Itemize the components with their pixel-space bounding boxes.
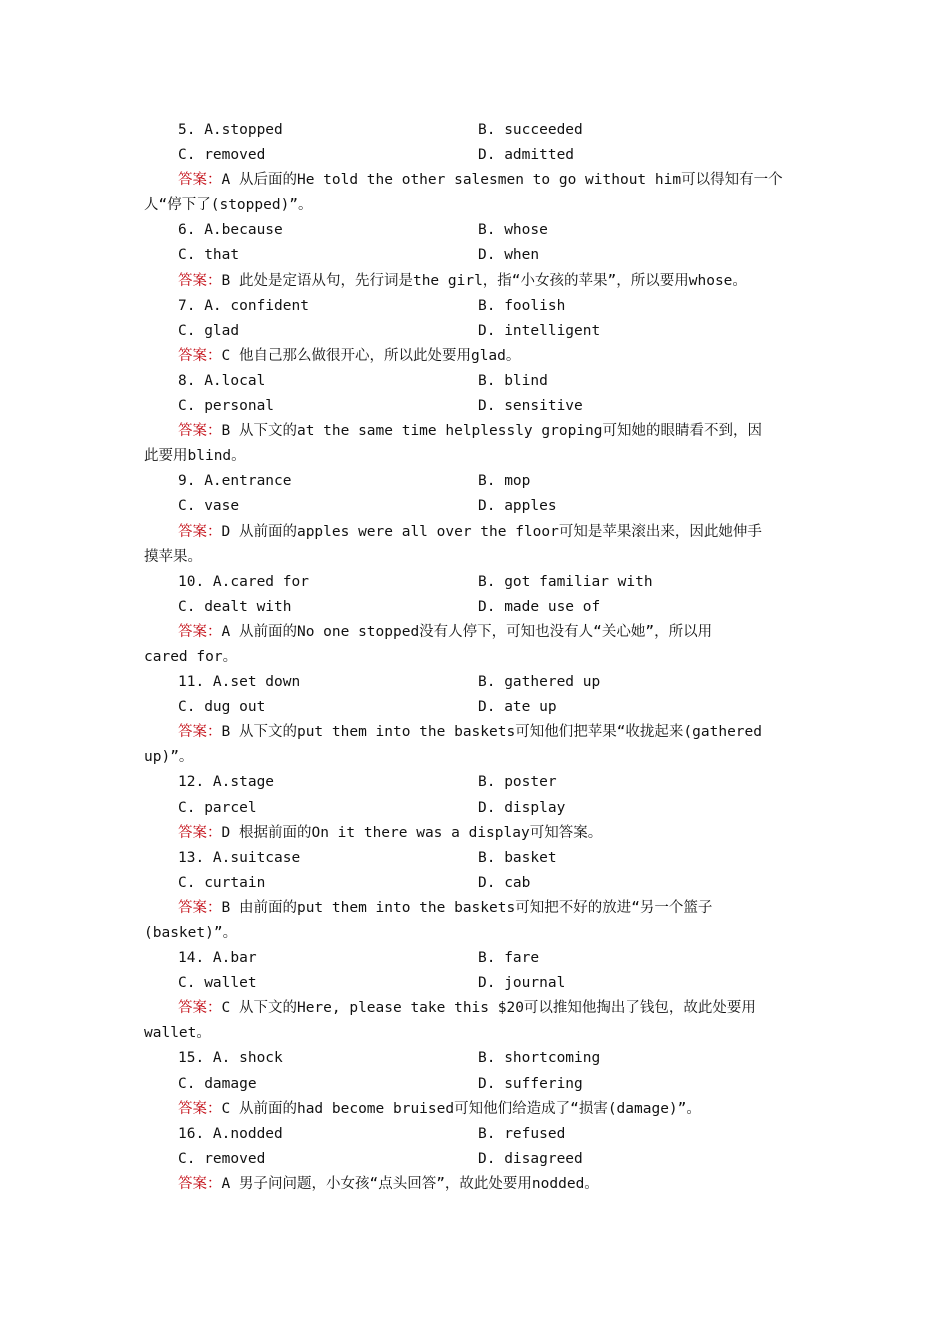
answer-label: 答案： (178, 899, 222, 916)
answer-label: 答案： (178, 423, 222, 440)
option-d: D. when (478, 247, 540, 264)
answer-explanation (178, 720, 762, 745)
answer-continuation: (basket)”。 (144, 925, 238, 941)
answer-label: 答案： (178, 623, 222, 640)
question-option-row (0, 494, 950, 519)
answer-explanation (178, 344, 520, 369)
question-option-row (0, 143, 950, 168)
answer-explanation (178, 996, 756, 1021)
answer-text: B 从下文的at the same time helplessly groping可知她的眼睛看不到，因 (221, 423, 762, 440)
option-b: B. whose (478, 222, 548, 239)
answer-row (0, 1172, 950, 1197)
answer-label: 答案： (178, 347, 222, 364)
option-d: D. sensitive (478, 398, 583, 415)
option-b: B. blind (478, 372, 548, 389)
option-a: 12. A.stage (178, 774, 275, 791)
answer-continuation-row (0, 1021, 950, 1046)
question-option-row (0, 871, 950, 896)
answer-label: 答案： (178, 824, 222, 841)
option-a: 14. A.bar (178, 950, 257, 967)
option-b: B. refused (478, 1125, 566, 1142)
option-c: C. removed (178, 147, 266, 164)
option-c: C. dug out (178, 699, 266, 716)
answer-row (0, 996, 950, 1021)
answer-label: 答案： (178, 1000, 222, 1017)
option-b: B. mop (478, 473, 531, 490)
question-option-row (0, 218, 950, 243)
question-option-row (0, 770, 950, 795)
answer-continuation: cared for。 (144, 648, 238, 665)
option-b: B. basket (478, 849, 557, 866)
answer-label: 答案： (178, 724, 222, 741)
answer-explanation (178, 168, 783, 193)
question-option-row (0, 469, 950, 494)
answer-row (0, 419, 950, 444)
question-option-row (0, 595, 950, 620)
answer-explanation (178, 896, 712, 921)
question-option-row (0, 294, 950, 319)
option-c: C. glad (178, 322, 240, 339)
question-option-row (0, 695, 950, 720)
answer-row (0, 168, 950, 193)
answer-label: 答案： (178, 1100, 222, 1117)
option-c: C. wallet (178, 975, 257, 992)
answer-continuation: 人“停下了(stopped)”。 (144, 197, 313, 214)
option-c: C. curtain (178, 874, 266, 891)
option-a: 9. A.entrance (178, 473, 292, 490)
question-option-row (0, 369, 950, 394)
answer-row (0, 821, 950, 846)
answer-row (0, 344, 950, 369)
option-b: B. shortcoming (478, 1050, 601, 1067)
option-b: B. got familiar with (478, 573, 653, 590)
answer-row (0, 896, 950, 921)
answer-row (0, 1097, 950, 1122)
question-option-row (0, 394, 950, 419)
option-d: D. apples (478, 498, 557, 515)
option-d: D. journal (478, 975, 566, 992)
option-d: D. disagreed (478, 1150, 583, 1167)
question-list (0, 118, 950, 1197)
answer-label: 答案： (178, 172, 222, 189)
question-option-row (0, 118, 950, 143)
answer-row (0, 269, 950, 294)
answer-text: B 从下文的put them into the baskets可知他们把苹果“收拢起来(gathered (221, 724, 762, 741)
answer-explanation (178, 1172, 599, 1197)
answer-continuation: wallet。 (144, 1025, 211, 1042)
answer-explanation (178, 1097, 701, 1122)
option-a: 6. A.because (178, 222, 283, 239)
answer-explanation (178, 821, 602, 846)
question-option-row (0, 1147, 950, 1172)
answer-explanation (178, 520, 762, 545)
option-c: C. vase (178, 498, 240, 515)
option-b: B. fare (478, 950, 540, 967)
option-d: D. intelligent (478, 322, 601, 339)
option-d: D. ate up (478, 699, 557, 716)
answer-continuation-row (0, 645, 950, 670)
option-d: D. cab (478, 874, 531, 891)
answer-label: 答案： (178, 523, 222, 540)
question-option-row (0, 243, 950, 268)
question-option-row (0, 971, 950, 996)
option-a: 7. A. confident (178, 297, 309, 314)
question-option-row (0, 846, 950, 871)
question-option-row (0, 1122, 950, 1147)
question-option-row (0, 1072, 950, 1097)
option-d: D. suffering (478, 1075, 583, 1092)
answer-continuation: up)”。 (144, 749, 194, 766)
option-a: 8. A.local (178, 372, 266, 389)
answer-text: D 根据前面的On it there was a display可知答案。 (221, 824, 603, 841)
option-a: 15. A. shock (178, 1050, 283, 1067)
option-b: B. gathered up (478, 674, 601, 691)
answer-text: B 此处是定语从句，先行词是the girl，指“小女孩的苹果”，所以要用whose。 (221, 272, 747, 289)
answer-text: A 从前面的No one stopped没有人停下，可知也没有人“关心她”，所以用 (221, 623, 713, 640)
option-d: D. made use of (478, 598, 601, 615)
answer-explanation (178, 269, 747, 294)
option-d: D. display (478, 799, 566, 816)
option-c: C. removed (178, 1150, 266, 1167)
answer-text: D 从前面的apples were all over the floor可知是苹果滚出来，因此她伸手 (221, 523, 762, 540)
answer-text: B 由前面的put them into the baskets可知把不好的放进“另一个篮子 (221, 899, 713, 916)
option-b: B. poster (478, 774, 557, 791)
option-d: D. admitted (478, 147, 575, 164)
option-a: 11. A.set down (178, 674, 301, 691)
answer-text: C 他自己那么做很开心，所以此处要用glad。 (221, 347, 521, 364)
option-c: C. personal (178, 398, 275, 415)
answer-text: C 从前面的had become bruised可知他们给造成了“损害(damage)”。 (221, 1100, 701, 1117)
answer-explanation (178, 620, 712, 645)
answer-row (0, 620, 950, 645)
option-a: 13. A.suitcase (178, 849, 301, 866)
answer-continuation-row (0, 745, 950, 770)
option-c: C. parcel (178, 799, 257, 816)
answer-continuation-row (0, 545, 950, 570)
question-option-row (0, 1046, 950, 1071)
option-b: B. foolish (478, 297, 566, 314)
option-b: B. succeeded (478, 122, 583, 138)
option-a: 16. A.nodded (178, 1125, 283, 1142)
option-c: C. dealt with (178, 598, 292, 615)
answer-text: C 从下文的Here, please take this $20可以推知他掏出了钱包，故此处要用 (221, 1000, 756, 1017)
answer-continuation-row (0, 921, 950, 946)
option-c: C. damage (178, 1075, 257, 1092)
option-a: 5. A.stopped (178, 122, 283, 138)
answer-continuation-row (0, 193, 950, 218)
option-c: C. that (178, 247, 240, 264)
answer-label: 答案： (178, 1175, 222, 1192)
question-option-row (0, 796, 950, 821)
answer-row (0, 520, 950, 545)
question-option-row (0, 946, 950, 971)
answer-explanation (178, 419, 762, 444)
answer-label: 答案： (178, 272, 222, 289)
answer-continuation: 摸苹果。 (144, 548, 202, 565)
option-a: 10. A.cared for (178, 573, 309, 590)
question-option-row (0, 319, 950, 344)
answer-continuation: 此要用blind。 (144, 448, 246, 465)
question-option-row (0, 570, 950, 595)
answer-text: A 男子问问题，小女孩“点头回答”，故此处要用nodded。 (221, 1175, 599, 1192)
answer-continuation-row (0, 444, 950, 469)
answer-text: A 从后面的He told the other salesmen to go without him可以得知有一个 (221, 172, 783, 189)
answer-row (0, 720, 950, 745)
question-option-row (0, 670, 950, 695)
